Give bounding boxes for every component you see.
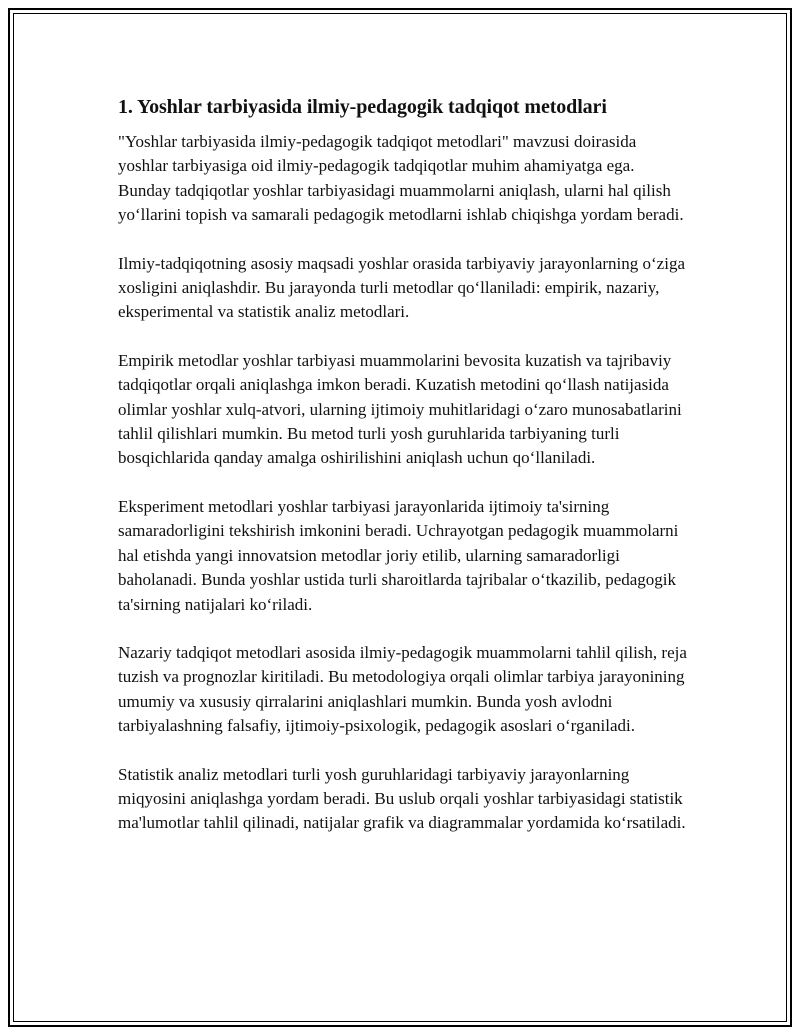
document-body <box>118 95 688 860</box>
paragraph-statistical-methods: Statistik analiz metodlari turli yosh guruhlaridagi tarbiyaviy jarayonlarning miqyosini aniqlashga yordam beradi. Bu uslub orqali yoshlar tarbiyasidagi statistik ma'lumotlar tahlil qilinadi, natijalar grafik va diagrammalar yordamida ko‘rsatiladi. <box>118 764 686 833</box>
paragraph-intro: "Yoshlar tarbiyasida ilmiy-pedagogik tadqiqot metodlari" mavzusi doirasida yoshlar tarbiyasiga oid ilmiy-pedagogik tadqiqotlar muhim ahamiyatga ega. Bunday tadqiqotlar yoshlar tarbiyasidagi muammolarni aniqlash, ularni hal qilish yo‘llarini topish va samarali pedagogik metodlarni ishlab chiqishga yordam beradi. <box>118 132 684 225</box>
paragraph-research-goal: Ilmiy-tadqiqotning asosiy maqsadi yoshlar orasida tarbiyaviy jarayonlarning o‘ziga xosligini aniqlashdir. Bu jarayonda turli metodlar qo‘llaniladi: empirik, nazariy, eksperimental va statistik analiz metodlari. <box>118 253 685 322</box>
paragraph-empirical-methods: Empirik metodlar yoshlar tarbiyasi muammolarini bevosita kuzatish va tajribaviy tadqiqotlar orqali aniqlashga imkon beradi. Kuzatish metodini qo‘llash natijasida olimlar yoshlar xulq-atvori, ularning ijtimoiy muhitlaridagi o‘zaro munosabatlarini tahlil qilishlari mumkin. Bu metod turli yosh guruhlarida tarbiyaning turli bosqichlarida qanday amalga oshirilishini aniqlash uchun qo‘llaniladi. <box>118 350 682 468</box>
paragraph-theoretical-methods: Nazariy tadqiqot metodlari asosida ilmiy-pedagogik muammolarni tahlil qilish, reja tuzish va prognozlar kiritiladi. Bu metodologiya orqali olimlar tarbiya jarayonining umumiy va xususiy qirralarini aniqlashlari mumkin. Bunda yosh avlodni tarbiyalashning falsafiy, ijtimoiy-psixologik, pedagogik asoslari o‘rganiladi. <box>118 642 687 736</box>
section-heading: 1. Yoshlar tarbiyasida ilmiy-pedagogik tadqiqot metodlari <box>118 96 607 118</box>
paragraph-experimental-methods: Eksperiment metodlari yoshlar tarbiyasi jarayonlarida ijtimoiy ta'sirning samaradorligini tekshirish imkonini beradi. Uchrayotgan pedagogik muammolarni hal etishda yangi innovatsion metodlar joriy etilib, ularning samaradorligi baholanadi. Bunda yoshlar ustida turli sharoitlarda tajribalar o‘tkazilib, pedagogik ta'sirning natijalari ko‘riladi. <box>118 496 679 614</box>
